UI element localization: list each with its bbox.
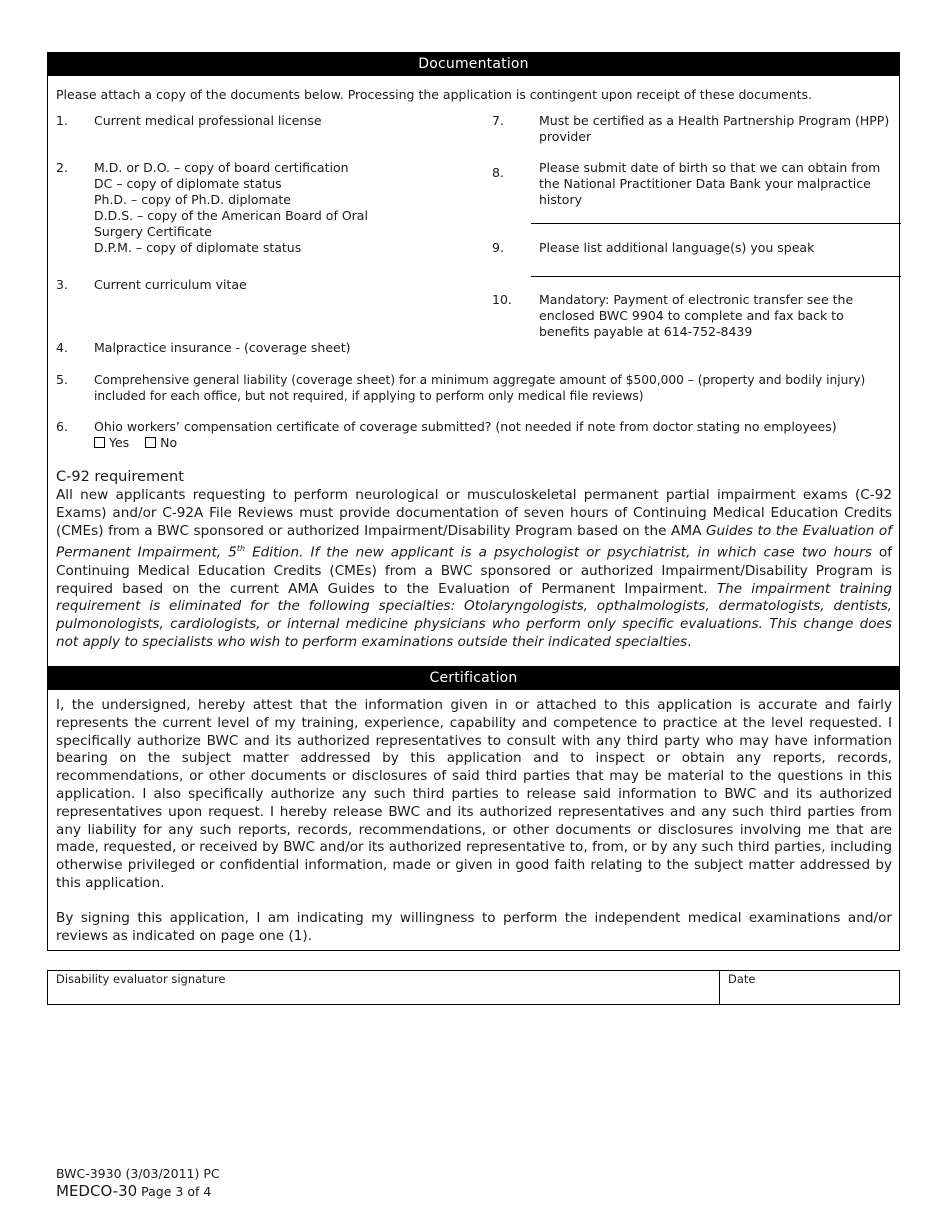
item-5-line: included for each office, but not required, if applying to perform only medical file reviews) [94, 389, 644, 403]
no-checkbox[interactable] [145, 437, 156, 448]
item-2-line: Ph.D. – copy of Ph.D. diplomate [94, 192, 291, 207]
form-footer [56, 1182, 211, 1200]
item-6-line: Ohio workers’ compensation certificate of coverage submitted? (not needed if note from doctor stating no employees) [94, 419, 837, 434]
item-7-number: 7. [492, 113, 504, 128]
item-2-text [94, 160, 368, 256]
language-answer-line[interactable] [531, 276, 901, 277]
item-6-text [94, 419, 837, 451]
c92-body [56, 487, 892, 652]
item-2-line: D.P.M. – copy of diplomate status [94, 240, 302, 255]
c92-superscript: th [236, 544, 246, 554]
item-8-line: Please submit date of birth so that we can obtain from [539, 160, 881, 175]
certification-body [56, 697, 892, 962]
item-5-number: 5. [56, 372, 68, 387]
form-code: BWC-3930 (3/03/2011) PC [56, 1166, 220, 1181]
date-label: Date [728, 972, 756, 986]
certification-paragraph: I, the undersigned, hereby attest that the information given in or attached to this application is accurate and fairly represents the current level of my training, experience, capability and competence to practice at the level requested. I specifically authorize BWC and its authorized representatives to consult with any third party who may have information bearing on the subject matter addressed by this application and to inspect or obtain any reports, records, recommendations, or other documents or disclosures of said third parties that may be material to the questions in this application. I also specifically authorize any such third parties to release said information to BWC and its authorized representatives upon request. I hereby release BWC and its authorized representatives and any such third parties from any liability for any such reports, records, recommendations, or other documents or disclosures involving me that are made, requested, or received by BWC and/or its authorized representative to, from, or by any such third parties, including otherwise privileged or confidential information, made or given in good faith relating to the subject matter addressed by this application. [56, 697, 892, 891]
item-10-line: enclosed BWC 9904 to complete and fax back to [539, 308, 844, 323]
c92-italic: Guides to the Evaluation of Permanent Impairment, 5 [56, 522, 892, 561]
item-6-number: 6. [56, 419, 68, 434]
item-9-number: 9. [492, 240, 504, 255]
item-2-line: D.D.S. – copy of the American Board of Oral [94, 208, 368, 223]
item-1-number: 1. [56, 113, 68, 128]
item-4-text: Malpractice insurance - (coverage sheet) [94, 340, 351, 355]
item-8-line: the National Practitioner Data Bank your malpractice [539, 176, 871, 191]
c92-text: All new applicants requesting to perform neurological or musculoskeletal permanent partial impairment exams (C-92 Exams) and/or C-92A File Reviews must provide documentation of seven hours of Continuing Medical Education Credits (CMEs) from a BWC sponsored or authorized Impairment/Disability Program based on the AMA [56, 487, 892, 539]
c92-text: of Continuing Medical Education Credits (CMEs) from a BWC sponsored or authorized Impairment/Disability Program is required based on the current AMA Guides to the Evaluation of Permanent Impairment. [56, 544, 892, 597]
item-7-text [539, 113, 889, 145]
certification-heading: Certification [48, 667, 899, 690]
item-2-line: Surgery Certificate [94, 224, 212, 239]
item-10-text [539, 292, 853, 340]
item-3-number: 3. [56, 277, 68, 292]
item-5-text [94, 372, 865, 404]
certification-paragraph: By signing this application, I am indicating my willingness to perform the independent medical examinations and/or reviews as indicated on page one (1). [56, 909, 892, 944]
yes-checkbox[interactable] [94, 437, 105, 448]
certification-section [47, 666, 900, 951]
item-5-line: Comprehensive general liability (coverage sheet) for a minimum aggregate amount of $500,000 – (property and bodily injury) [94, 373, 866, 387]
page-number: Page 3 of 4 [141, 1184, 212, 1199]
item-10-line: benefits payable at 614-752-8439 [539, 324, 753, 339]
signature-row [47, 970, 900, 1005]
documentation-section [47, 52, 900, 667]
signature-divider [719, 971, 720, 1004]
item-4-number: 4. [56, 340, 68, 355]
no-label: No [160, 435, 178, 450]
item-10-number: 10. [492, 292, 512, 307]
item-9-text: Please list additional language(s) you speak [539, 240, 815, 255]
yes-label: Yes [109, 435, 130, 450]
signature-label: Disability evaluator signature [56, 972, 226, 986]
item-7-line: provider [539, 129, 592, 144]
item-2-line: M.D. or D.O. – copy of board certification [94, 160, 349, 175]
item-1-text: Current medical professional license [94, 113, 322, 128]
item-2-number: 2. [56, 160, 68, 175]
item-10-line: Mandatory: Payment of electronic transfer see the [539, 292, 854, 307]
item-7-line: Must be certified as a Health Partnership Program (HPP) [539, 113, 890, 128]
item-8-number: 8. [492, 165, 504, 180]
coverage-options [94, 435, 837, 451]
c92-title: C-92 requirement [56, 469, 184, 485]
item-8-line: history [539, 192, 582, 207]
item-3-text: Current curriculum vitae [94, 277, 247, 292]
documentation-intro: Please attach a copy of the documents below. Processing the application is contingent upon receipt of these documents. [56, 87, 813, 102]
c92-italic: The impairment training requirement is eliminated for the following specialties: Otolaryngologists, opthalmologists, dermatologists, dentists, pulmonologists, cardiologists, or internal medicine physicians who perform only specific evaluations. This change does not apply to specialists who wish to perform examinations outside their indicated specialties [56, 580, 893, 650]
item-8-text [539, 160, 880, 208]
c92-italic: Edition. If the new applicant is a psychologist or psychiatrist, in which case two hours [245, 544, 872, 561]
item-2-line: DC – copy of diplomate status [94, 176, 282, 191]
dob-answer-line[interactable] [531, 223, 901, 224]
c92-text: . [687, 633, 692, 650]
documentation-heading: Documentation [48, 53, 899, 76]
form-name: MEDCO-30 [56, 1182, 138, 1200]
